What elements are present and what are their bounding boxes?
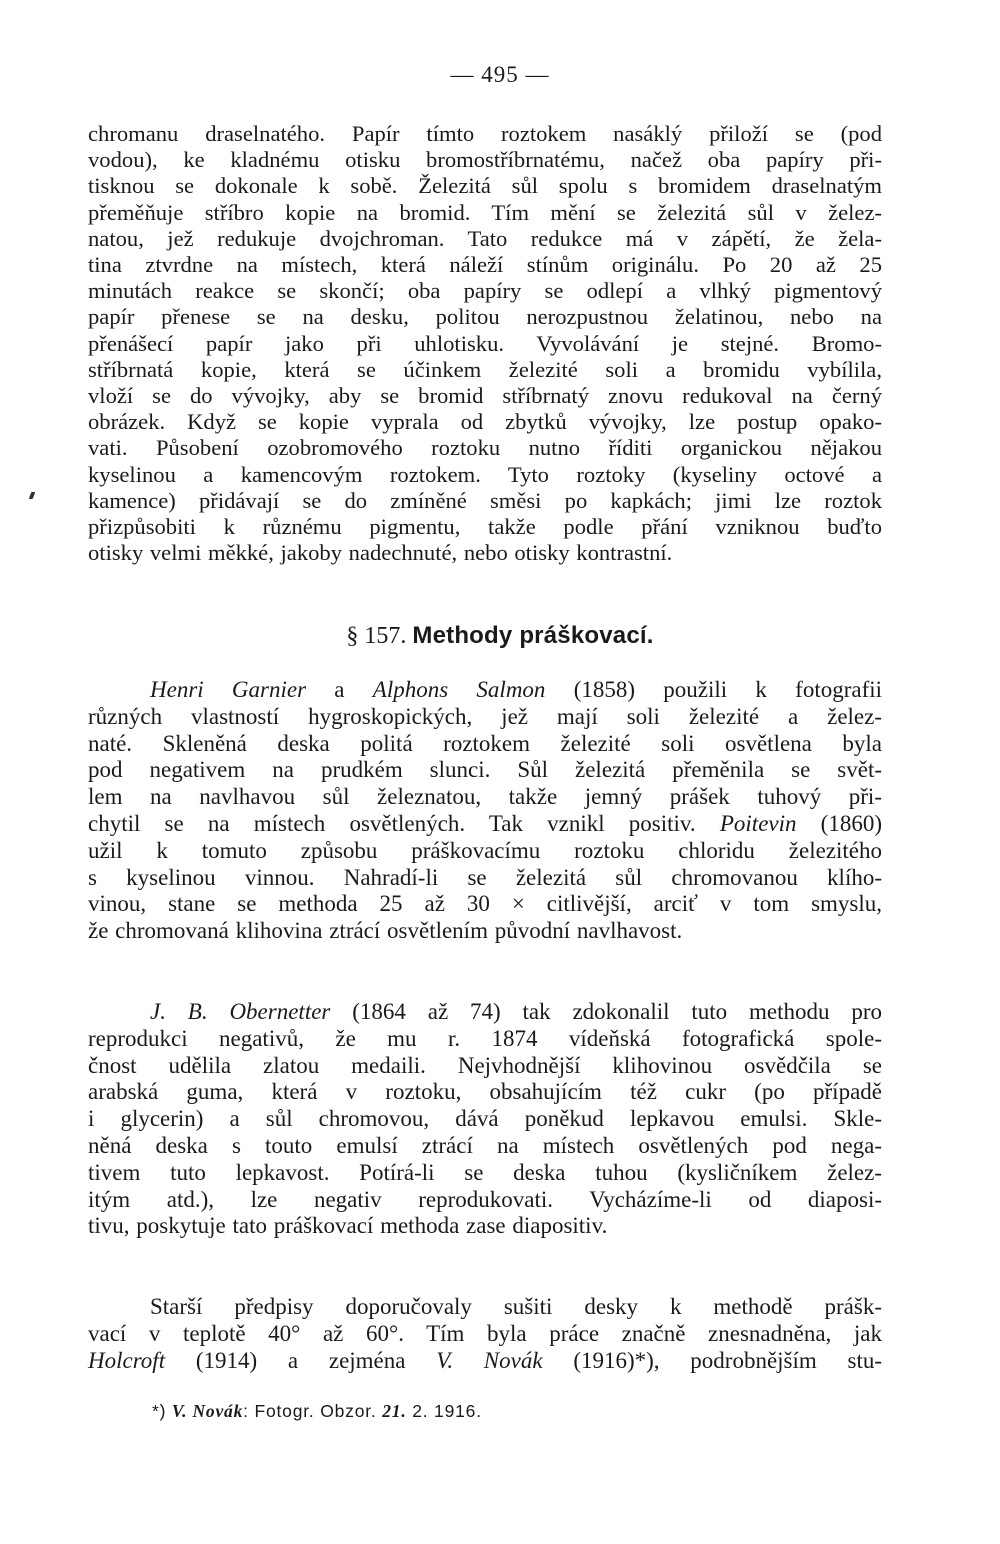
text-line: užil k tomuto způsobu práškovacímu roztoku chloridu železitého (88, 837, 882, 863)
text-line: kamence) přidávají se do zmíněné směsi po kapkách; jimi lze roztok (88, 487, 882, 513)
text-line: kyselinou a kamencovým roztokem. Tyto roztoky (kyseliny octové a (88, 461, 882, 487)
text-line: vloží se do vývojky, aby se bromid stříbrnatý znovu redukoval na černý (88, 383, 882, 409)
paragraph-garnier-salmon (88, 677, 882, 945)
person-name: Alphons Salmon (372, 677, 546, 702)
section-heading (0, 622, 1000, 650)
text-line: itým atd.), lze negativ reprodukovati. Vycházíme-li od diaposi- (88, 1186, 882, 1212)
footnote (152, 1401, 482, 1422)
text-line: přenášecí papír jako při uhlotisku. Vyvolávání je stejné. Bromo- (88, 330, 882, 356)
text-line: natou, jež redukuje dvojchroman. Tato redukce má v zápětí, že žela- (88, 225, 882, 251)
text-line: vinou, stane se methoda 25 až 30 × citlivější, arciť v tom smyslu, (88, 891, 882, 917)
person-name: V. Novák (436, 1347, 543, 1373)
text-line: pod negativem na prudkém slunci. Sůl železitá přeměnila se svět- (88, 757, 882, 783)
text-line: tisknou se dokonale k sobě. Železitá sůl spolu s bromidem draselnatým (88, 173, 882, 199)
text-line: přizpůsobiti k různému pigmentu, takže podle přání vzniknou buďto (88, 514, 882, 540)
person-name: Holcroft (88, 1347, 166, 1373)
text-line: arabská guma, která v roztoku, obsahujícím též cukr (po případě (88, 1079, 882, 1105)
text-line: čnost udělila zlatou medaili. Nejvhodnější klihovinou osvědčila se (88, 1052, 882, 1078)
footnote-author: V. Novák (171, 1401, 244, 1421)
text-line: tivu, poskytuje tato práškovací methoda zase diapositiv. (88, 1213, 608, 1239)
text-line: naté. Skleněná deska politá roztokem železité soli osvětlena byla (88, 730, 882, 756)
paragraph-obernetter (88, 999, 882, 1240)
margin-mark (29, 492, 36, 499)
text-line: chromanu draselnatého. Papír tímto roztokem nasáklý přiloží se (pod (88, 121, 882, 146)
text-line: různých vlastností hygroskopických, jež mají soli železité a želez- (88, 703, 882, 729)
text-line: i glycerin) a sůl chromovou, dává poněkud lepkavou emulsi. Skle- (88, 1106, 882, 1132)
person-name: Henri Garnier (150, 677, 307, 702)
text-line: vati. Působení ozobromového roztoku nutno říditi organickou nějakou (88, 435, 882, 461)
text-line: tina ztvrdne na místech, která náleží stínům originálu. Po 20 až 25 (88, 252, 882, 278)
text-line: lem na navlhavou sůl železnatou, takže jemný prášek tuhový při- (88, 784, 882, 810)
footnote-marker: *) (152, 1401, 167, 1421)
text-line: stříbrnatá kopie, která se účinkem železité soli a bromidu vybílila, (88, 356, 882, 382)
page-number: — 495 — (450, 62, 550, 87)
text-line: obrázek. Když se kopie vyprala od zbytků vývojky, lze postup opako- (88, 409, 882, 435)
text-line: vodou), ke kladnému otisku bromostříbrnatému, načež oba papíry při- (88, 147, 882, 173)
person-name: J. B. Obernetter (150, 999, 331, 1024)
text-line: s kyselinou vinnou. Nahradí-li se železitá sůl chromovanou klího- (88, 864, 882, 890)
text-line: tivem tuto lepkavost. Potírá-li se deska tuhou (kysličníkem želez- (88, 1159, 882, 1185)
text-line: něná deska s touto emulsí ztrácí na místech osvětlených pod nega- (88, 1132, 882, 1158)
footnote-issue: 2. 1916. (412, 1401, 482, 1421)
paragraph-drying (88, 1294, 882, 1374)
text-line: přeměňuje stříbro kopie na bromid. Tím mění se železitá sůl v želez- (88, 199, 882, 225)
text-line: Starší předpisy doporučovaly sušiti desky k methodě prášk- (150, 1294, 882, 1319)
text-line: J. B. Obernetter (1864 až 74) tak zdokonalil tuto methodu pro (150, 999, 883, 1024)
text-line: vací v teplotě 40° až 60°. Tím byla práce značně znesnadněna, jak (88, 1320, 882, 1346)
text-line: otisky velmi měkké, jakoby nadechnuté, nebo otisky kontrastní. (88, 540, 673, 566)
paragraph-continued (88, 121, 882, 566)
text-line: reprodukci negativů, že mu r. 1874 vídeňská fotografická spole- (88, 1025, 882, 1051)
person-name: Poitevin (719, 810, 797, 836)
text-line: Henri Garnier a Alphons Salmon (1858) použili k fotografii (150, 677, 883, 702)
footnote-volume: 21. (382, 1401, 407, 1421)
text-line: chytil se na místech osvětlených. Tak vznikl positiv. Poitevin (1860) (88, 810, 882, 836)
text-line: Holcroft (1914) a zejména V. Novák (1916)*), podrobnějším stu- (88, 1347, 883, 1373)
section-title: Methody práškovací. (412, 622, 654, 649)
section-number: § 157. (346, 623, 407, 649)
text-line: papír přenese se na desku, politou nerozpustnou želatinou, nebo na (88, 304, 882, 330)
text-line: minutách reakce se skončí; oba papíry se odlepí a vlhký pigmentový (88, 278, 882, 304)
text-line: že chromovaná klihovina ztrácí osvětlením původní navlhavost. (88, 918, 683, 944)
footnote-source: : Fotogr. Obzor. (243, 1401, 377, 1421)
